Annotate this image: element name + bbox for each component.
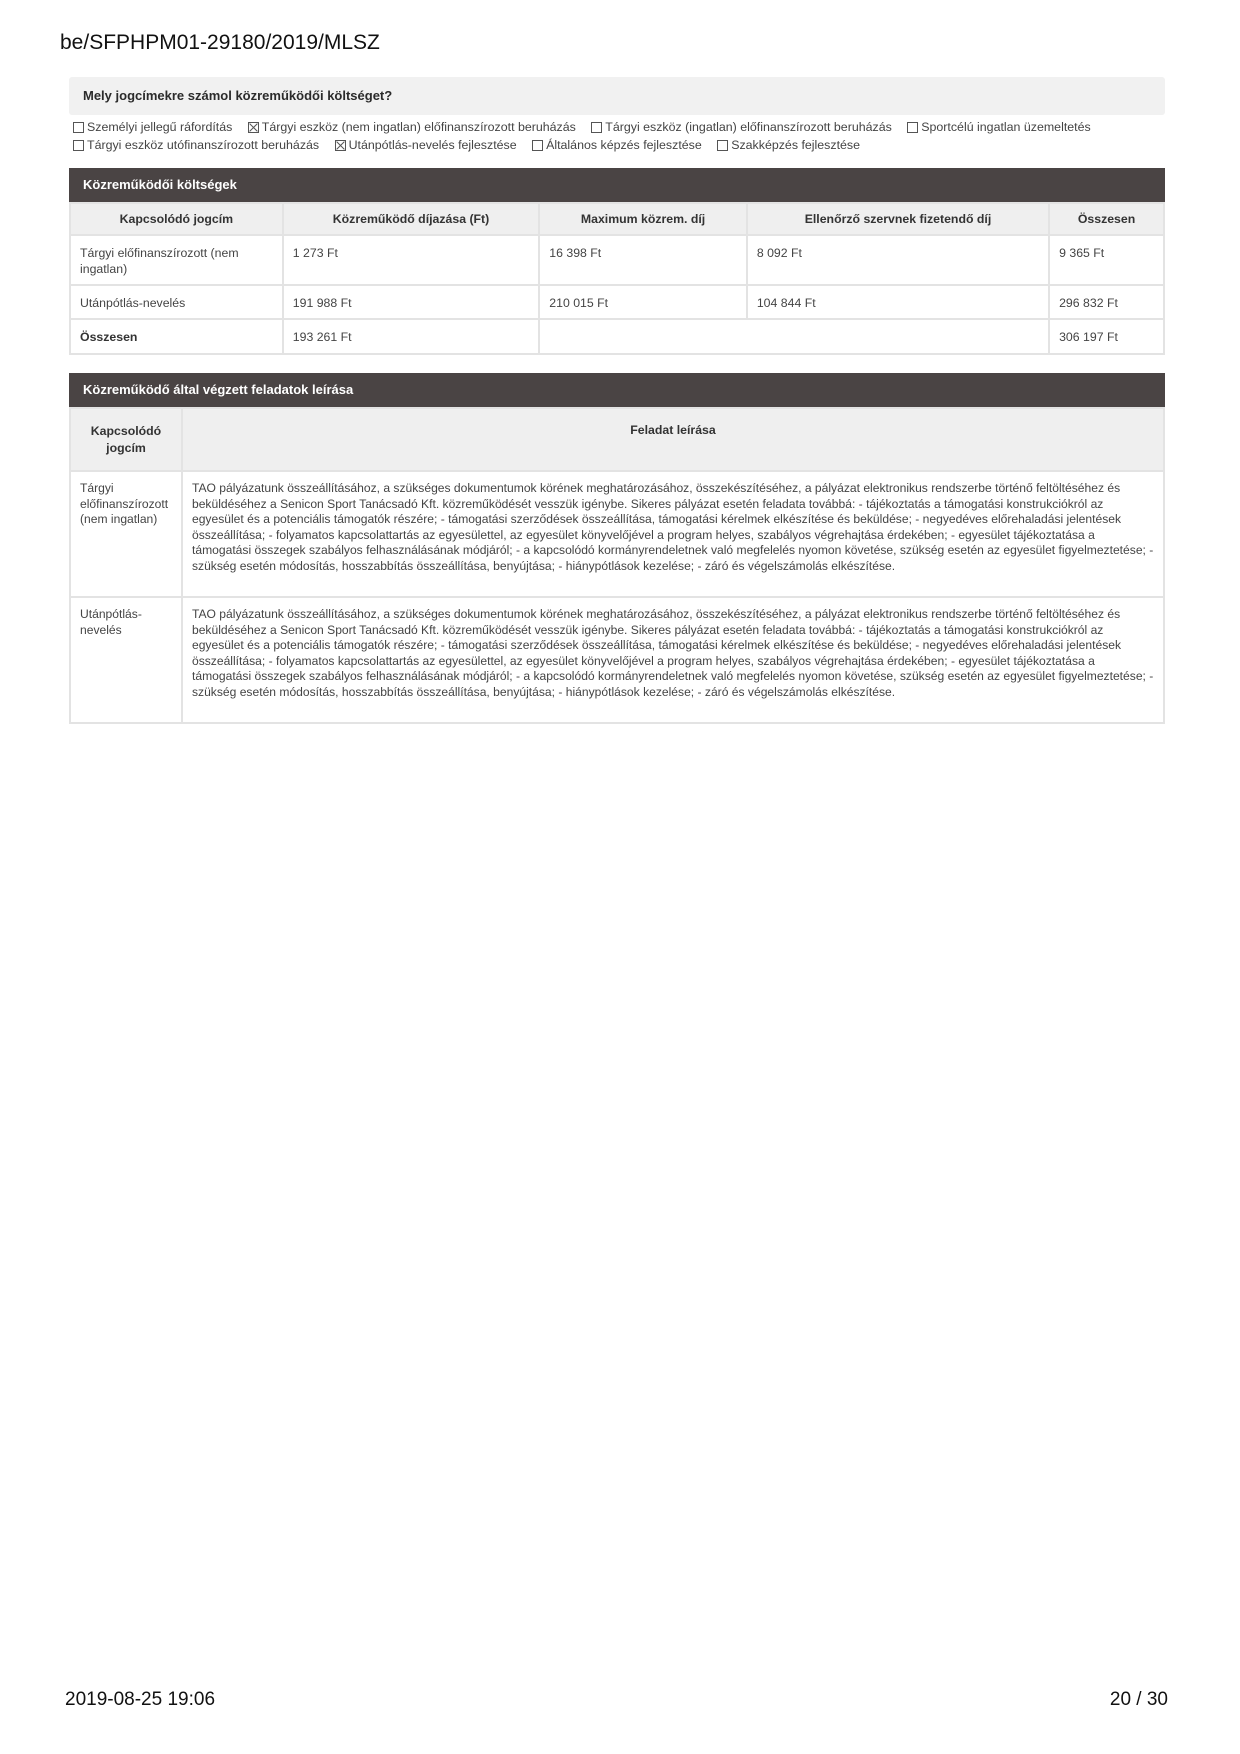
column-header: Összesen [1049,203,1164,235]
table-cell: Utánpótlás-nevelés [70,285,283,319]
jogcim-options [73,119,1173,154]
table-header-row [70,203,1164,235]
option-szemelyi[interactable]: Személyi jellegű ráfordítás [73,119,232,137]
empty-cell [539,319,1049,354]
task-jogcim: Utánpótlás-nevelés [70,597,182,723]
costs-section-title: Közreműködői költségek [69,168,1165,202]
checkbox-icon[interactable] [73,122,84,133]
checkbox-icon[interactable] [73,140,84,151]
table-cell: 9 365 Ft [1049,235,1164,285]
table-row [70,597,1164,723]
checkbox-checked-icon[interactable] [335,140,346,151]
table-cell: 210 015 Ft [539,285,747,319]
option-altalanos-kepzes[interactable]: Általános képzés fejlesztése [532,137,702,155]
table-cell: 16 398 Ft [539,235,747,285]
table-row [70,471,1164,597]
tasks-section-title: Közreműködő által végzett feladatok leírása [69,373,1165,407]
task-description: TAO pályázatunk összeállításához, a szükséges dokumentumok körének meghatározásához, összekészítéséhez, a pályázat elektronikus rendszerbe történő feltöltéséhez és beküldéséhez a Senicon Sport Tanácsadó Kft. közreműködését vesszük igénybe. Sikeres pályázat esetén feladata továbbá: - tájékoztatás a támogatási konstrukciókról az egyesület és a potenciális támogatók részére; - támogatási szerződések összeállítása, támogatási kérelmek elkészítése és beküldése; - negyedéves előrehaladási jelentések összeállítása; - folyamatos kapcsolattartás az egyesülettel, az egyesület könyvelőjével a program helyes, szabályos végrehajtása érdekében; - egyesület tájékoztatása a támogatási összegek szabályos felhasználásának módjáról; - a kapcsolódó kormányrendeletnek való megfelelés nyomon követése, szükség esetén az egyesület figyelmeztetése; - szükség esetén módosítás, hosszabbítás összeállítása, benyújtása; - hiánypótlások kezelése; - záró és végelszámolás elkészítése. [182,597,1164,723]
table-cell: 1 273 Ft [283,235,540,285]
option-utanpotlas[interactable]: Utánpótlás-nevelés fejlesztése [335,137,517,155]
task-jogcim: Tárgyi előfinanszírozott (nem ingatlan) [70,471,182,597]
question-title: Mely jogcímekre számol közreműködői költséget? [69,77,1165,115]
column-header: Feladat leírása [182,408,1164,471]
table-cell: 296 832 Ft [1049,285,1164,319]
footer-page-number: 20 / 30 [1109,1689,1168,1710]
costs-table [69,202,1165,355]
total-sum: 306 197 Ft [1049,319,1164,354]
option-targyi-nem-ingatlan[interactable]: Tárgyi eszköz (nem ingatlan) előfinanszírozott beruházás [248,119,576,137]
checkbox-icon[interactable] [532,140,543,151]
checkbox-checked-icon[interactable] [248,122,259,133]
footer-timestamp: 2019-08-25 19:06 [65,1689,216,1710]
table-row [70,285,1164,319]
column-header: Ellenőrző szervnek fizetendő díj [747,203,1049,235]
task-description: TAO pályázatunk összeállításához, a szükséges dokumentumok körének meghatározásához, összekészítéséhez, a pályázat elektronikus rendszerbe történő feltöltéséhez és beküldéséhez a Senicon Sport Tanácsadó Kft. közreműködését vesszük igénybe. Sikeres pályázat esetén feladata továbbá: - tájékoztatás a támogatási konstrukciókról az egyesület és a potenciális támogatók részére; - támogatási szerződések összeállítása, támogatási kérelmek elkészítése és beküldése; - negyedéves előrehaladási jelentések összeállítása; - folyamatos kapcsolattartás az egyesülettel, az egyesület könyvelőjével a program helyes, szabályos végrehajtása érdekében; - egyesület tájékoztatása a támogatási összegek szabályos felhasználásának módjáról; - a kapcsolódó kormányrendeletnek való megfelelés nyomon követése, szükség esetén az egyesület figyelmeztetése; - szükség esetén módosítás, hosszabbítás összeállítása, benyújtása; - hiánypótlások kezelése; - záró és végelszámolás elkészítése. [182,471,1164,597]
option-szakkepzes[interactable]: Szakképzés fejlesztése [717,137,860,155]
table-cell: 8 092 Ft [747,235,1049,285]
document-id: be/SFPHPM01-29180/2019/MLSZ [60,31,380,54]
table-cell: Tárgyi előfinanszírozott (nem ingatlan) [70,235,283,285]
checkbox-icon[interactable] [907,122,918,133]
checkbox-icon[interactable] [717,140,728,151]
total-label: Összesen [70,319,283,354]
column-header: Kapcsolódó jogcím [70,203,283,235]
tasks-table [69,407,1165,724]
table-row [70,235,1164,285]
table-header-row [70,408,1164,471]
option-targyi-utofinanszirozott[interactable]: Tárgyi eszköz utófinanszírozott beruházás [73,137,319,155]
column-header: Kapcsolódó jogcím [70,408,182,471]
total-row [70,319,1164,354]
option-sportcelu-ingatlan[interactable]: Sportcélú ingatlan üzemeltetés [907,119,1090,137]
checkbox-icon[interactable] [591,122,602,133]
table-cell: 191 988 Ft [283,285,540,319]
options-row-2 [73,137,1173,155]
column-header: Maximum közrem. díj [539,203,747,235]
column-header: Közreműködő díjazása (Ft) [283,203,540,235]
options-row-1 [73,119,1173,137]
table-cell: 104 844 Ft [747,285,1049,319]
option-targyi-ingatlan[interactable]: Tárgyi eszköz (ingatlan) előfinanszírozott beruházás [591,119,892,137]
total-fee: 193 261 Ft [283,319,540,354]
